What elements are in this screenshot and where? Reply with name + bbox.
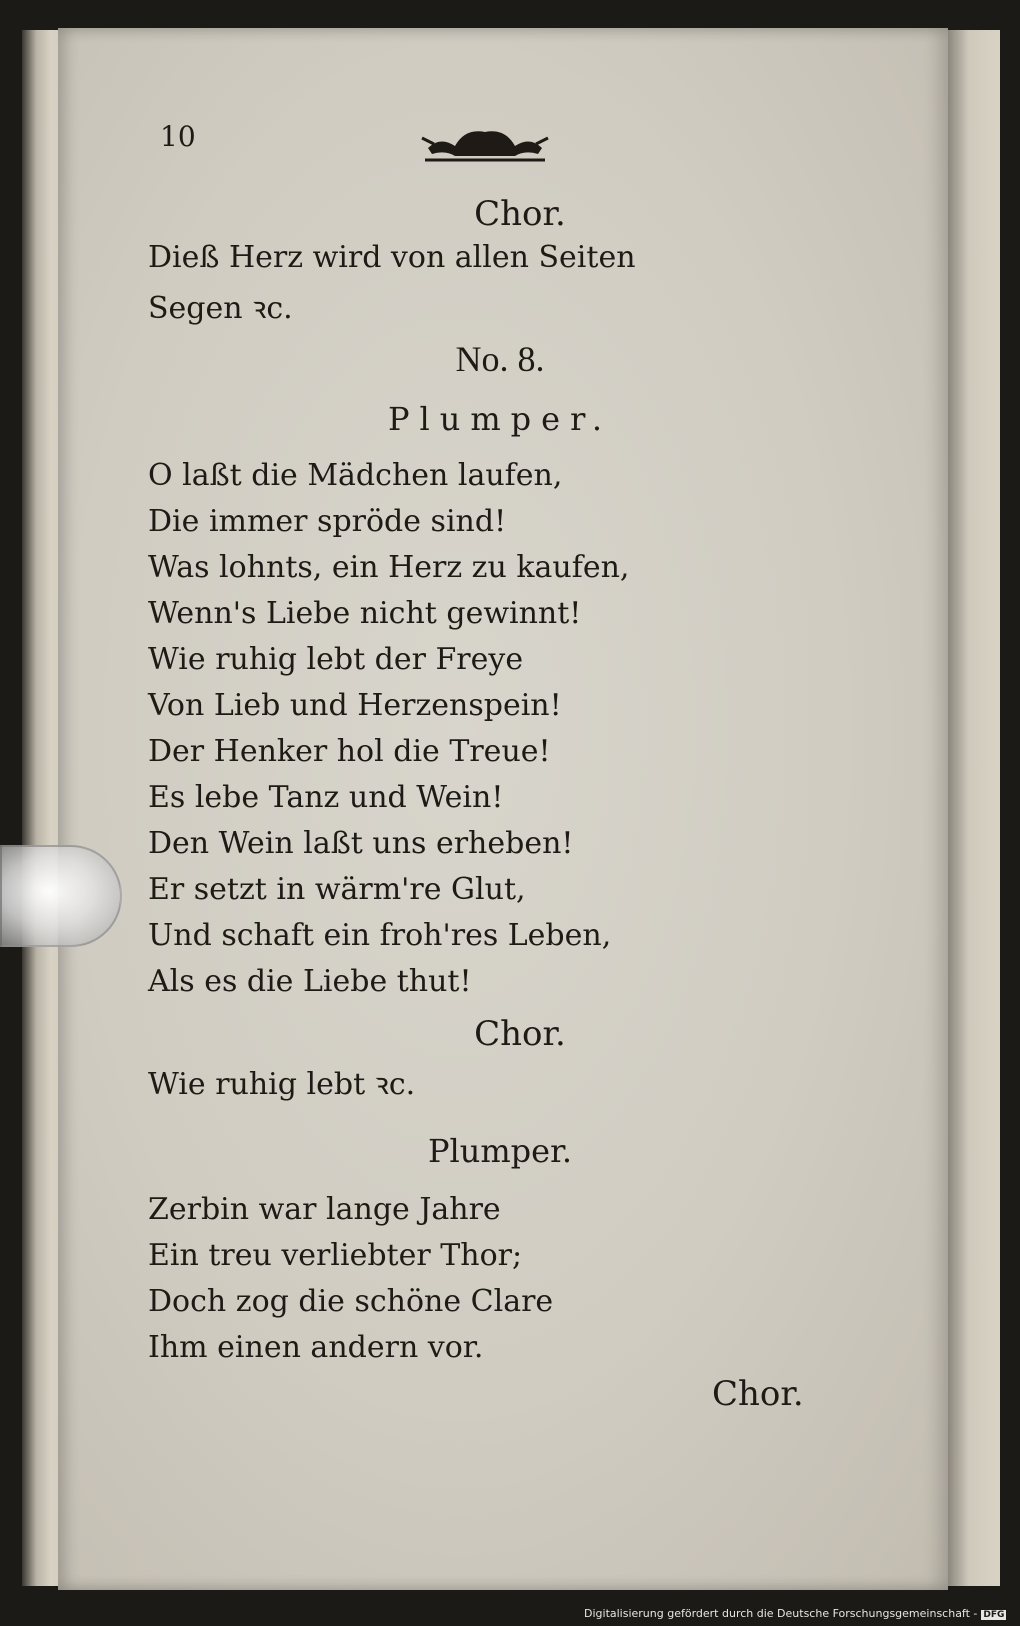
speaker-heading-1: Plumper. — [387, 400, 613, 438]
song-line-5: Wie ruhig lebt der Freye — [148, 642, 524, 677]
song-line-11: Und schaft ein froh'res Leben, — [148, 918, 612, 953]
chor-1-line-2: Segen ꝛc. — [148, 291, 293, 326]
dfg-logo: DFG — [983, 1610, 1005, 1620]
song-line-9: Den Wein laßt uns erheben! — [148, 826, 574, 861]
chor-heading-2: Chor. — [474, 1014, 566, 1054]
facing-page-edge — [948, 30, 1000, 1586]
song-line-7: Der Henker hol die Treue! — [148, 734, 551, 769]
song-line-3: Was lohnts, ein Herz zu kaufen, — [148, 550, 630, 585]
song-line-12: Als es die Liebe thut! — [148, 964, 472, 999]
song-number-heading: No. 8. — [455, 339, 545, 379]
page-number: 10 — [160, 120, 196, 153]
credit-text: Digitalisierung gefördert durch die Deutsche Forschungsgemeinschaft - — [584, 1607, 978, 1620]
verse-2-line-3: Doch zog die schöne Clare — [148, 1284, 554, 1319]
chor-2-line: Wie ruhig lebt ꝛc. — [148, 1067, 416, 1102]
verse-2-line-4: Ihm einen andern vor. — [148, 1330, 484, 1365]
catchword: Chor. — [712, 1374, 804, 1414]
verse-2-line-2: Ein treu verliebter Thor; — [148, 1238, 523, 1273]
speaker-heading-2: Plumper. — [427, 1132, 573, 1170]
chor-heading-1: Chor. — [474, 194, 566, 234]
digitization-credit — [584, 1607, 1006, 1620]
song-line-8: Es lebe Tanz und Wein! — [148, 780, 504, 815]
song-line-1: O laßt die Mädchen laufen, — [148, 458, 563, 493]
scanner-thumb-clip — [0, 845, 122, 947]
song-line-4: Wenn's Liebe nicht gewinnt! — [148, 596, 582, 631]
chor-1-line-1: Dieß Herz wird von allen Seiten — [148, 240, 636, 275]
song-line-2: Die immer spröde sind! — [148, 504, 507, 539]
ornament-vignette-icon — [420, 118, 550, 168]
song-line-10: Er setzt in wärm're Glut, — [148, 872, 526, 907]
song-line-6: Von Lieb und Herzenspein! — [148, 688, 562, 723]
verse-2-line-1: Zerbin war lange Jahre — [148, 1192, 501, 1227]
